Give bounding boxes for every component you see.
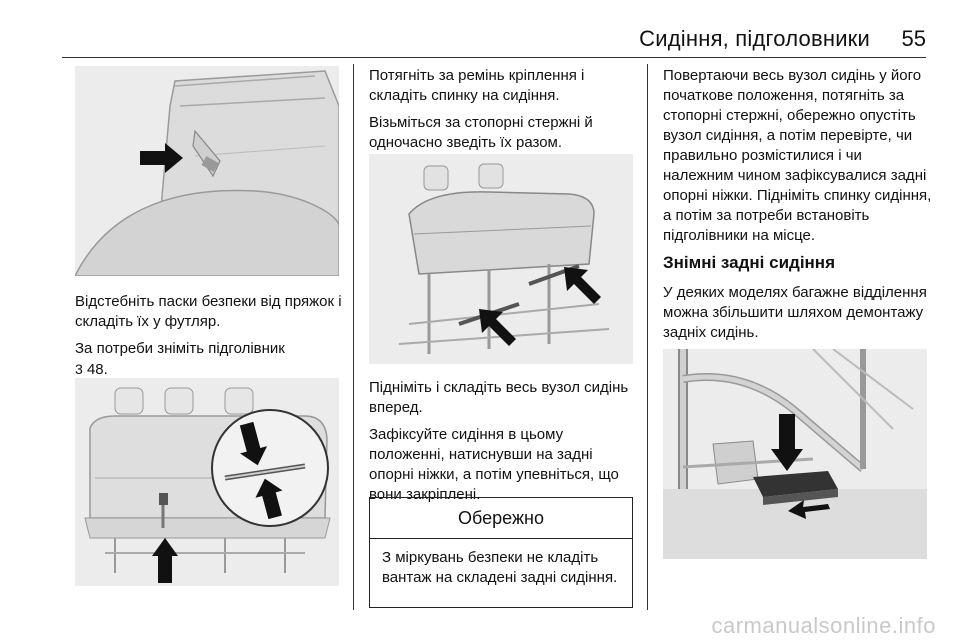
instruction-stop-rods: Візьміться за стопорні стержні й одночасно зведіть їх разом. [369, 114, 593, 151]
warning-box [369, 497, 633, 608]
column-2-text-top [369, 66, 637, 160]
column-2-text-bottom [369, 378, 637, 512]
header-divider [62, 57, 926, 58]
page-title: Сидіння, підголовники [639, 26, 870, 51]
seatbelt-illustration [75, 66, 339, 276]
column-divider-2 [647, 64, 648, 610]
warning-body: З міркувань безпеки не кладіть вантаж на складені задні сидіння. [382, 549, 618, 586]
page-number: 55 [901, 26, 926, 51]
removable-seats-description: У деяких моделях багажне відділення можна збільшити шляхом демонтажу задніх сидінь. [663, 284, 927, 341]
page-reference-icon: 3 [75, 361, 83, 377]
instruction-unbuckle: Відстебніть паски безпеки від пряжок і складіть їх у футляр. [75, 293, 342, 330]
rear-seat-illustration [75, 378, 339, 586]
instruction-pull-strap: Потягніть за ремінь кріплення і складіть спинку на сидіння. [369, 67, 585, 104]
watermark: carmanualsonline.info [711, 613, 936, 638]
instruction-headrest [75, 339, 343, 380]
column-3-text [663, 66, 933, 350]
section-heading-removable-seats: Знімні задні сидіння [663, 253, 835, 272]
page-reference[interactable]: 48. [86, 361, 108, 378]
warning-title: Обережно [370, 498, 632, 539]
instruction-fold-forward: Підніміть і складіть весь вузол сидінь вперед. [369, 379, 629, 416]
instruction-return-seat: Повертаючи весь вузол сидінь у його початкове положення, потягніть за стопорні стержні, обережно опустіть вузол сидіння, а потім перевірте, чи правильно розмістилися і чи належним чином зафіксувалися задні опорні ніжки. Підніміть спинку сидіння, а потім за потреби встановіть підголівники на місце. [663, 67, 932, 244]
headrest-text: За потреби зніміть підголівник [75, 340, 285, 357]
folding-seat-illustration [369, 154, 633, 364]
seat-removal-illustration [663, 349, 927, 559]
instruction-fix-position: Зафіксуйте сидіння в цьому положенні, натиснувши на задні опорні ніжки, а потім упевніться, що вони закріплені. [369, 426, 619, 503]
column-1-text [75, 292, 343, 387]
column-divider-1 [353, 64, 354, 610]
